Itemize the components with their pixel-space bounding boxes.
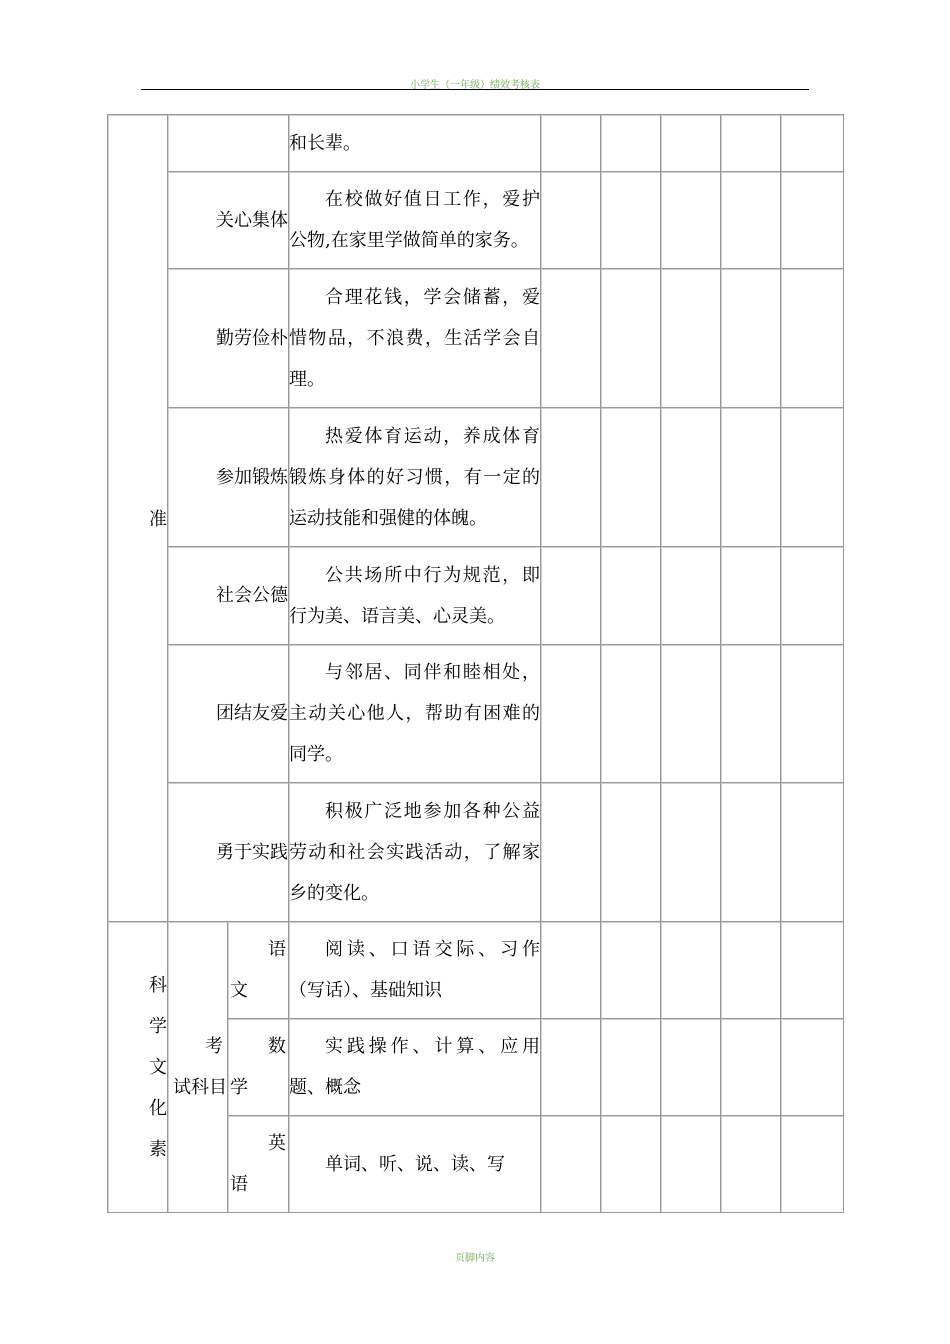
description-cell: 阅读、口语交际、习作（写话）、基础知识 <box>289 922 541 1019</box>
score-cell[interactable] <box>781 115 844 172</box>
description-cell: 公共场所中行为规范，即行为美、语言美、心灵美。 <box>289 547 541 645</box>
score-cell[interactable] <box>541 408 601 547</box>
section-label-char: 素 <box>149 1138 167 1160</box>
subject-name: 语 <box>230 1174 248 1195</box>
section-label-char: 科 <box>149 974 167 996</box>
score-cell[interactable] <box>721 269 781 408</box>
score-cell[interactable] <box>601 1116 661 1213</box>
description-cell: 实践操作、计算、应用题、概念 <box>289 1019 541 1116</box>
score-cell[interactable] <box>721 1019 781 1116</box>
score-cell[interactable] <box>541 547 601 645</box>
score-cell[interactable] <box>661 1019 721 1116</box>
score-cell[interactable] <box>781 1019 844 1116</box>
description-cell: 和长辈。 <box>289 115 541 172</box>
subject-cell <box>228 1019 289 1116</box>
section-label-cell <box>108 115 168 922</box>
score-cell[interactable] <box>541 172 601 269</box>
subject-name: 英 <box>268 1133 286 1154</box>
table-row <box>108 645 844 783</box>
score-cell[interactable] <box>661 645 721 783</box>
score-cell[interactable] <box>721 408 781 547</box>
exam-label-line: 考 <box>205 1036 223 1057</box>
score-cell[interactable] <box>601 645 661 783</box>
score-cell[interactable] <box>601 115 661 172</box>
category-cell: 社会公德 <box>168 547 289 645</box>
category-cell <box>168 115 289 172</box>
score-cell[interactable] <box>661 172 721 269</box>
score-cell[interactable] <box>781 408 844 547</box>
subject-name: 学 <box>230 1077 248 1098</box>
score-cell[interactable] <box>541 1116 601 1213</box>
category-cell: 参加锻炼 <box>168 408 289 547</box>
subject-cell <box>228 922 289 1019</box>
score-cell[interactable] <box>721 645 781 783</box>
category-cell: 勤劳俭朴 <box>168 269 289 408</box>
score-cell[interactable] <box>601 408 661 547</box>
score-cell[interactable] <box>661 408 721 547</box>
exam-subjects-cell <box>168 922 228 1213</box>
score-cell[interactable] <box>721 172 781 269</box>
score-cell[interactable] <box>661 269 721 408</box>
exam-label-line: 试科目 <box>173 1077 227 1098</box>
score-cell[interactable] <box>781 645 844 783</box>
subject-name: 数 <box>268 1036 286 1057</box>
score-cell[interactable] <box>781 1116 844 1213</box>
score-cell[interactable] <box>541 922 601 1019</box>
score-cell[interactable] <box>721 922 781 1019</box>
description-cell: 积极广泛地参加各种公益劳动和社会实践活动，了解家乡的变化。 <box>289 783 541 922</box>
table-row <box>108 922 844 1019</box>
score-cell[interactable] <box>601 547 661 645</box>
table-row <box>108 172 844 269</box>
score-cell[interactable] <box>601 1019 661 1116</box>
score-cell[interactable] <box>781 547 844 645</box>
score-cell[interactable] <box>541 645 601 783</box>
table-row <box>108 269 844 408</box>
header-divider <box>141 89 809 90</box>
score-cell[interactable] <box>781 922 844 1019</box>
score-cell[interactable] <box>661 547 721 645</box>
section-label-char: 学 <box>149 1015 167 1037</box>
score-cell[interactable] <box>781 783 844 922</box>
page-header-title: 小学生（一年级）绩效考核表 <box>410 80 540 91</box>
subject-name: 语 <box>268 939 286 960</box>
description-cell: 单词、听、说、读、写 <box>289 1116 541 1213</box>
score-cell[interactable] <box>601 922 661 1019</box>
description-cell: 热爱体育运动，养成体育锻炼身体的好习惯，有一定的运动技能和强健的体魄。 <box>289 408 541 547</box>
score-cell[interactable] <box>541 783 601 922</box>
description-cell: 在校做好值日工作，爱护公物,在家里学做简单的家务。 <box>289 172 541 269</box>
score-cell[interactable] <box>661 783 721 922</box>
section-label-cell <box>108 922 168 1213</box>
score-cell[interactable] <box>541 1019 601 1116</box>
score-cell[interactable] <box>601 783 661 922</box>
score-cell[interactable] <box>721 1116 781 1213</box>
score-cell[interactable] <box>721 783 781 922</box>
score-cell[interactable] <box>541 269 601 408</box>
score-cell[interactable] <box>661 922 721 1019</box>
score-cell[interactable] <box>781 269 844 408</box>
table-row <box>108 783 844 922</box>
section-label-char: 文 <box>149 1056 167 1078</box>
score-cell[interactable] <box>541 115 601 172</box>
score-cell[interactable] <box>601 172 661 269</box>
subject-name: 文 <box>230 980 248 1001</box>
category-cell: 关心集体 <box>168 172 289 269</box>
score-cell[interactable] <box>661 115 721 172</box>
assessment-table <box>107 114 844 1213</box>
section-label-char: 化 <box>149 1097 167 1119</box>
score-cell[interactable] <box>661 1116 721 1213</box>
description-cell: 合理花钱，学会储蓄，爱惜物品，不浪费，生活学会自理。 <box>289 269 541 408</box>
table-row <box>108 115 844 172</box>
description-cell: 与邻居、同伴和睦相处，主动关心他人，帮助有困难的同学。 <box>289 645 541 783</box>
score-cell[interactable] <box>601 269 661 408</box>
score-cell[interactable] <box>781 172 844 269</box>
table-row <box>108 547 844 645</box>
score-cell[interactable] <box>721 547 781 645</box>
category-cell: 团结友爱 <box>168 645 289 783</box>
section-label: 准 <box>149 509 167 530</box>
page-footer: 页脚内容 <box>455 1253 495 1264</box>
subject-cell <box>228 1116 289 1213</box>
table-row <box>108 408 844 547</box>
score-cell[interactable] <box>721 115 781 172</box>
category-cell: 勇于实践 <box>168 783 289 922</box>
